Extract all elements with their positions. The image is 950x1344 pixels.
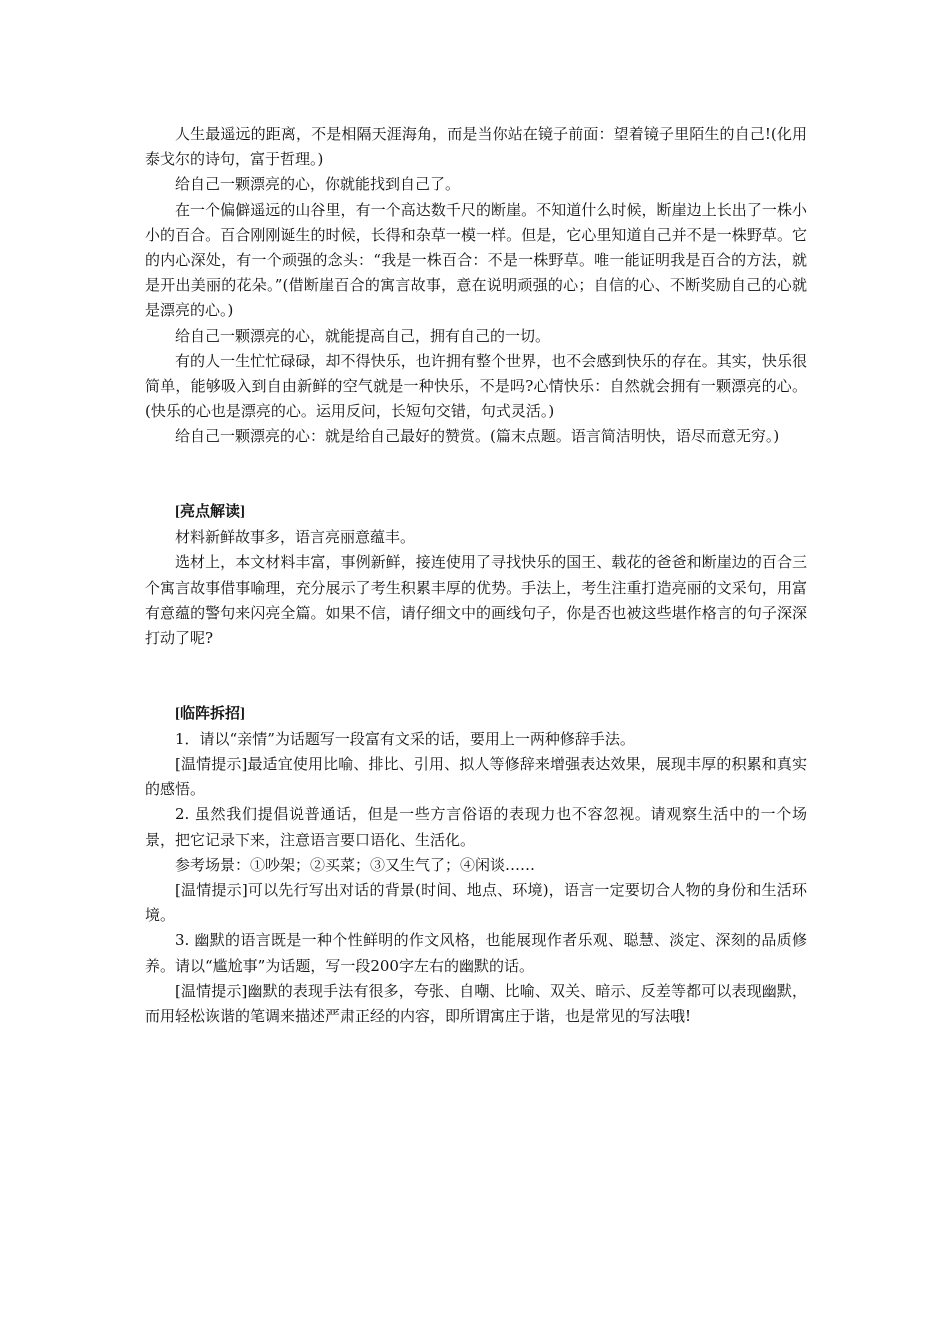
document-body: [145, 122, 807, 1029]
highlights-paragraph: 选材上，本文材料丰富，事例新鲜，接连使用了寻找快乐的国王、载花的爸爸和断崖边的百合三个寓言故事借事喻理，充分展示了考生积累丰厚的优势。手法上，考生注重打造亮丽的文采句，用富有意蕴的警句来闪亮全篇。如果不信，请仔细文中的画线句子，你是否也被这些堪作格言的句子深深打动了呢?: [145, 553, 807, 648]
practice-paragraph: [温情提示]最适宜使用比喻、排比、引用、拟人等修辞来增强表达效果，展现丰厚的积累和真实的感悟。: [145, 755, 807, 799]
highlights-heading: [亮点解读]: [175, 504, 245, 521]
essay-paragraph: 人生最遥远的距离，不是相隔天涯海角，而是当你站在镜子前面：望着镜子里陌生的自己!(化用泰戈尔的诗句，富于哲理。): [145, 125, 807, 169]
practice-paragraph: 1．请以“亲情”为话题写一段富有文采的话，要用上一两种修辞手法。: [175, 729, 635, 748]
practice-paragraph: [温情提示]幽默的表现手法有很多，夸张、自嘲、比喻、双关、暗示、反差等都可以表现幽默，而用轻松诙谐的笔调来描述严肃正经的内容，即所谓寓庄于谐，也是常见的写法哦!: [145, 981, 807, 1026]
spacer: [145, 450, 807, 475]
essay-paragraph: 在一个偏僻遥远的山谷里，有一个高达数千尺的断崖。不知道什么时候，断崖边上长出了一株小小的百合。百合刚刚诞生的时候，长得和杂草一模一样。但是，它心里知道自己并不是一株野草。它的内心深处，有一个顽强的念头：“我是一株百合：不是一株野草。唯一能证明我是百合的方法，就是开出美丽的花朵。”(借断崖百合的寓言故事，意在说明顽强的心；自信的心、不断奖励自己的心就是漂亮的心。): [145, 200, 807, 320]
essay-paragraph: 给自己一颗漂亮的心，就能提高自己，拥有自己的一切。: [175, 326, 551, 345]
practice-heading: [临阵拆招]: [175, 705, 245, 722]
spacer: [145, 676, 807, 701]
essay-paragraph: 给自己一颗漂亮的心，你就能找到自己了。: [175, 175, 461, 194]
practice-paragraph: 3. 幽默的语言既是一种个性鲜明的作文风格，也能展现作者乐观、聪慧、淡定、深刻的品质修养。请以“尴尬事”为话题，写一段200字左右的幽默的话。: [145, 931, 807, 975]
practice-paragraph: [温情提示]可以先行写出对话的背景(时间、地点、环境)，语言一定要切合人物的身份和生活环境。: [145, 881, 807, 925]
essay-paragraph: 有的人一生忙忙碌碌，却不得快乐，也许拥有整个世界，也不会感到快乐的存在。其实，快乐很简单，能够吸入到自由新鲜的空气就是一种快乐，不是吗?心情快乐：自然就会拥有一颗漂亮的心。(快乐的心也是漂亮的心。运用反问，长短句交错，句式灵活。): [145, 351, 807, 421]
spacer: [145, 651, 807, 676]
essay-paragraph: 给自己一颗漂亮的心：就是给自己最好的赞赏。(篇末点题。语言简洁明快，语尽而意无穷。): [175, 427, 780, 446]
practice-paragraph: 2. 虽然我们提倡说普通话，但是一些方言俗语的表现力也不容忽视。请观察生活中的一个场景，把它记录下来，注意语言要口语化、生活化。: [145, 805, 807, 849]
highlights-paragraph: 材料新鲜故事多，语言亮丽意蕴丰。: [175, 528, 416, 547]
practice-paragraph: 参考场景：①吵架；②买菜；③又生气了；④闲谈……: [175, 855, 536, 874]
spacer: [145, 475, 807, 500]
